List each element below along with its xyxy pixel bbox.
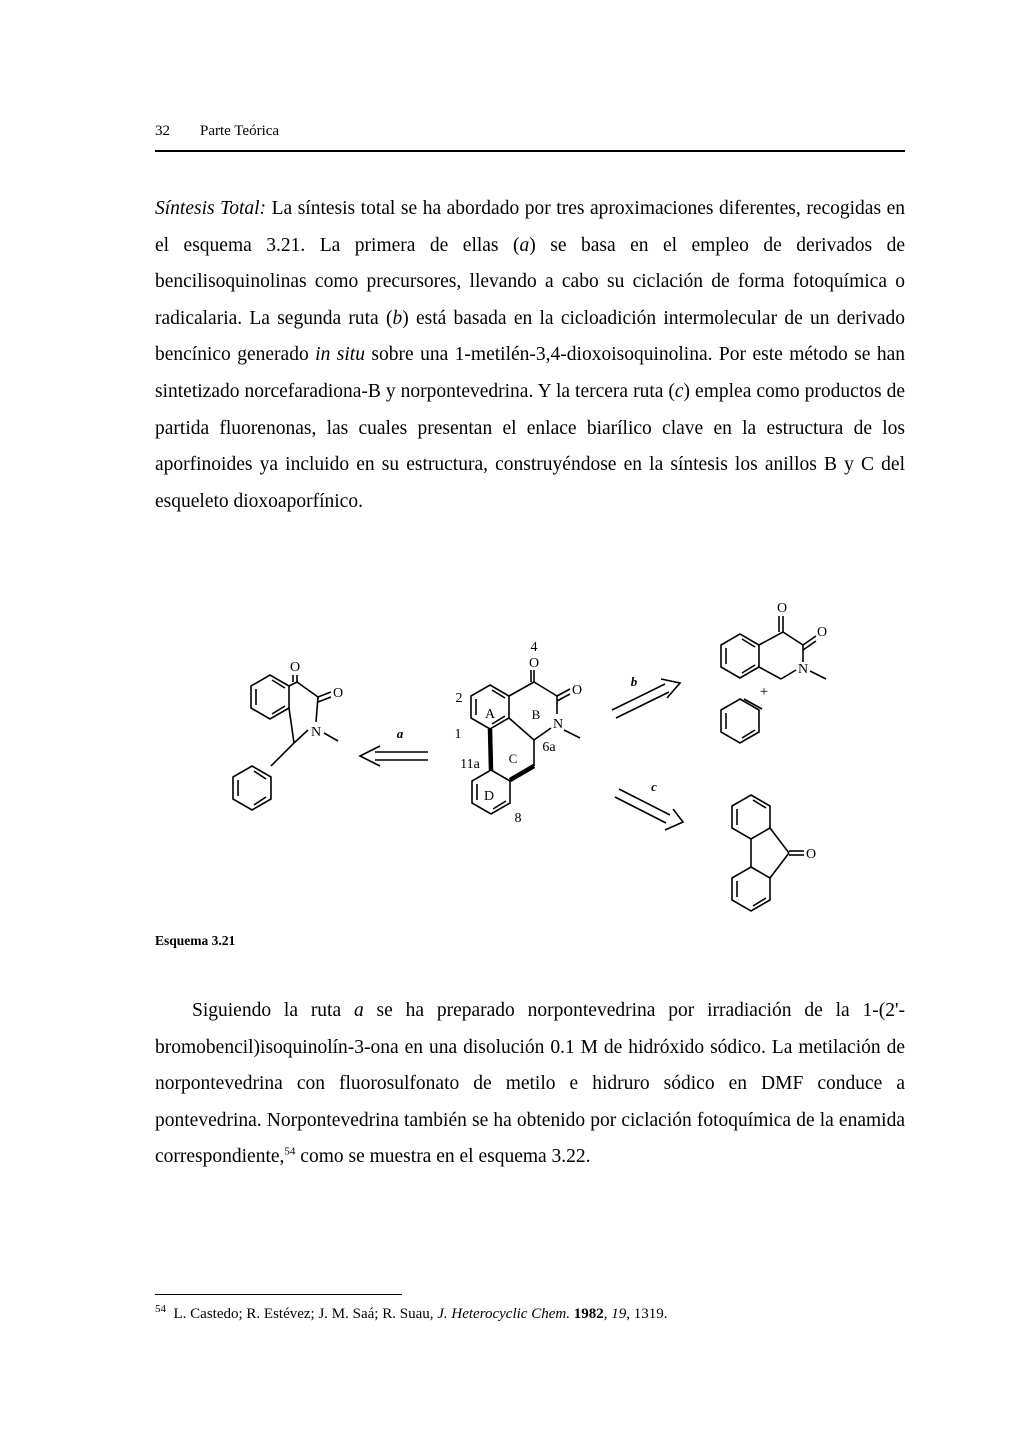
double-bond — [742, 665, 755, 673]
plus-sign: + — [759, 684, 769, 700]
bond — [803, 641, 816, 650]
benzyne-structure — [721, 699, 762, 743]
bond — [289, 708, 294, 743]
oxygen-label: O — [332, 686, 344, 701]
position-label-1: 1 — [454, 727, 462, 742]
fluorenone-structure — [732, 795, 804, 911]
ring-label-d: D — [483, 789, 495, 804]
bond — [316, 697, 318, 722]
bond — [318, 692, 331, 697]
oxygen-label: O — [776, 601, 788, 616]
position-label-4: 4 — [530, 640, 538, 655]
ring-label-b: B — [531, 707, 541, 722]
bond — [770, 828, 789, 853]
double-bond — [742, 730, 755, 738]
page-number: 32 — [155, 123, 170, 139]
bond — [297, 682, 318, 697]
oxygen-label: O — [289, 660, 301, 675]
route-label-a: a — [396, 726, 404, 741]
route-label-c: c — [651, 779, 657, 794]
double-bond — [742, 639, 755, 647]
text-run: Siguiendo la ruta — [192, 1000, 354, 1021]
double-bond — [493, 801, 506, 809]
footnote-reference[interactable]: 54 — [284, 1145, 296, 1158]
arrow-line — [615, 797, 666, 823]
bond — [759, 632, 783, 645]
text-run: se ha preparado norpontevedrina por irradiación de la 1-(2'-bromobencil)isoquinolín-3-ona en una disolución 0.1 M de hidróxido sódico. La metilación de norpontevedrina con fluorosulfonato de metilo e hidruro sódico en DMF conduce a pontevedrina. Norpontevedrina también se ha obtenido por ciclación fotoquímica de la enamida correspondiente, — [155, 1000, 905, 1168]
text-run: ) emplea como productos de partida fluorenonas, las cuales presentan el enlace biarílico clave en la estructura de los aporfinoides ya incluido en su estructura, construyéndose en la síntesis los anillos B y C del esqueleto dioxoaporfínico. — [155, 380, 905, 512]
arrow-line — [619, 789, 670, 815]
bond — [294, 730, 308, 743]
bond — [509, 682, 534, 696]
bold-bond — [490, 729, 491, 770]
ring-label-a: A — [484, 707, 496, 722]
latin-term: in situ — [315, 344, 365, 366]
oxygen-label: O — [816, 625, 828, 640]
footnote-mark: 54 — [155, 1303, 166, 1315]
paragraph-total-synthesis — [155, 191, 905, 520]
isoquinolinedione-structure — [721, 616, 826, 679]
nitrogen-label: N — [552, 717, 564, 732]
double-bond — [492, 690, 505, 698]
bold-bond — [510, 766, 534, 780]
retrosynthetic-arrow-a — [360, 746, 428, 766]
footnote: $^{54}$ L. Castedo; R. Estévez; J. M. Saá; R. Suau, J. Heterocyclic Chem. 1982, 19, 1319. — [155, 1303, 668, 1322]
arrow-head — [360, 746, 380, 766]
text-run: ) está basada en la cicloadición intermolecular de un derivado bencínico generado — [155, 307, 905, 366]
scheme-caption: Esquema 3.21 — [155, 933, 236, 948]
bond — [810, 671, 826, 679]
retrosynthetic-arrow-c — [615, 789, 683, 830]
oxygen-label: O — [571, 683, 583, 698]
route-label-b: b — [630, 674, 638, 689]
oxygen-label: O — [805, 847, 817, 862]
footnote-journal: J. Heterocyclic Chem. — [437, 1306, 570, 1322]
double-bond — [753, 800, 766, 808]
nitrogen-label: N — [310, 725, 322, 740]
bond — [271, 743, 294, 766]
bond — [289, 682, 297, 686]
bond — [324, 733, 338, 741]
bond — [783, 632, 803, 645]
footnote-pages: , 1319. — [626, 1306, 668, 1322]
ring-label-c: C — [508, 751, 518, 766]
route-ref: c — [674, 380, 684, 402]
bond — [318, 697, 331, 702]
bond — [509, 718, 534, 740]
route-ref: a — [519, 234, 530, 256]
page-header — [155, 120, 905, 152]
bond — [759, 667, 781, 679]
bond — [534, 682, 557, 696]
route-ref: a — [353, 1000, 364, 1021]
double-bond — [753, 898, 766, 906]
bond — [781, 670, 796, 679]
footnote-year: 1982 — [573, 1306, 604, 1322]
route-ref: b — [392, 307, 403, 329]
triple-bond — [744, 699, 762, 709]
text-run: como se muestra en el esquema 3.22. — [295, 1146, 591, 1168]
text-run: La síntesis total se ha abordado por tres aproximaciones diferentes, recogidas en el esquema 3.21. La primera de ellas ( — [155, 198, 905, 256]
position-label-6a: 6a — [542, 740, 556, 755]
section-title: Parte Teórica — [200, 123, 280, 139]
arrow-head — [665, 809, 683, 830]
footnote-authors: L. Castedo; R. Estévez; J. M. Saá; R. Suau, — [173, 1306, 438, 1322]
double-bond — [272, 680, 285, 688]
section-label: Síntesis Total: — [155, 198, 267, 219]
double-bond — [272, 706, 285, 714]
footnote-volume: 19 — [611, 1306, 627, 1322]
bond — [770, 853, 789, 878]
position-label-2: 2 — [455, 691, 463, 706]
retrosynthetic-arrow-b — [612, 679, 680, 718]
bond — [534, 728, 551, 740]
oxygen-label: O — [528, 656, 540, 671]
bond — [564, 730, 580, 738]
footnote-divider — [155, 1294, 402, 1295]
text-run: ) se basa en el empleo de derivados de bencilisoquinolinas como precursores, llevando a cabo su ciclación de forma fotoquímica o radicalaria. La segunda ruta ( — [155, 234, 905, 329]
nitrogen-label: N — [797, 662, 809, 677]
reaction-scheme — [0, 580, 1024, 925]
position-label-8: 8 — [514, 811, 522, 826]
text-run: sobre una 1-metilén-3,4-dioxoisoquinolina. Por este método se han sintetizado norcefaradiona-B y norpontevedrina. Y la tercera ruta ( — [155, 344, 906, 402]
benzylisoquinolinedione-structure — [214, 675, 338, 810]
bond — [803, 636, 816, 645]
position-label-11a: 11a — [460, 757, 480, 772]
paragraph-route-a — [155, 993, 905, 1176]
